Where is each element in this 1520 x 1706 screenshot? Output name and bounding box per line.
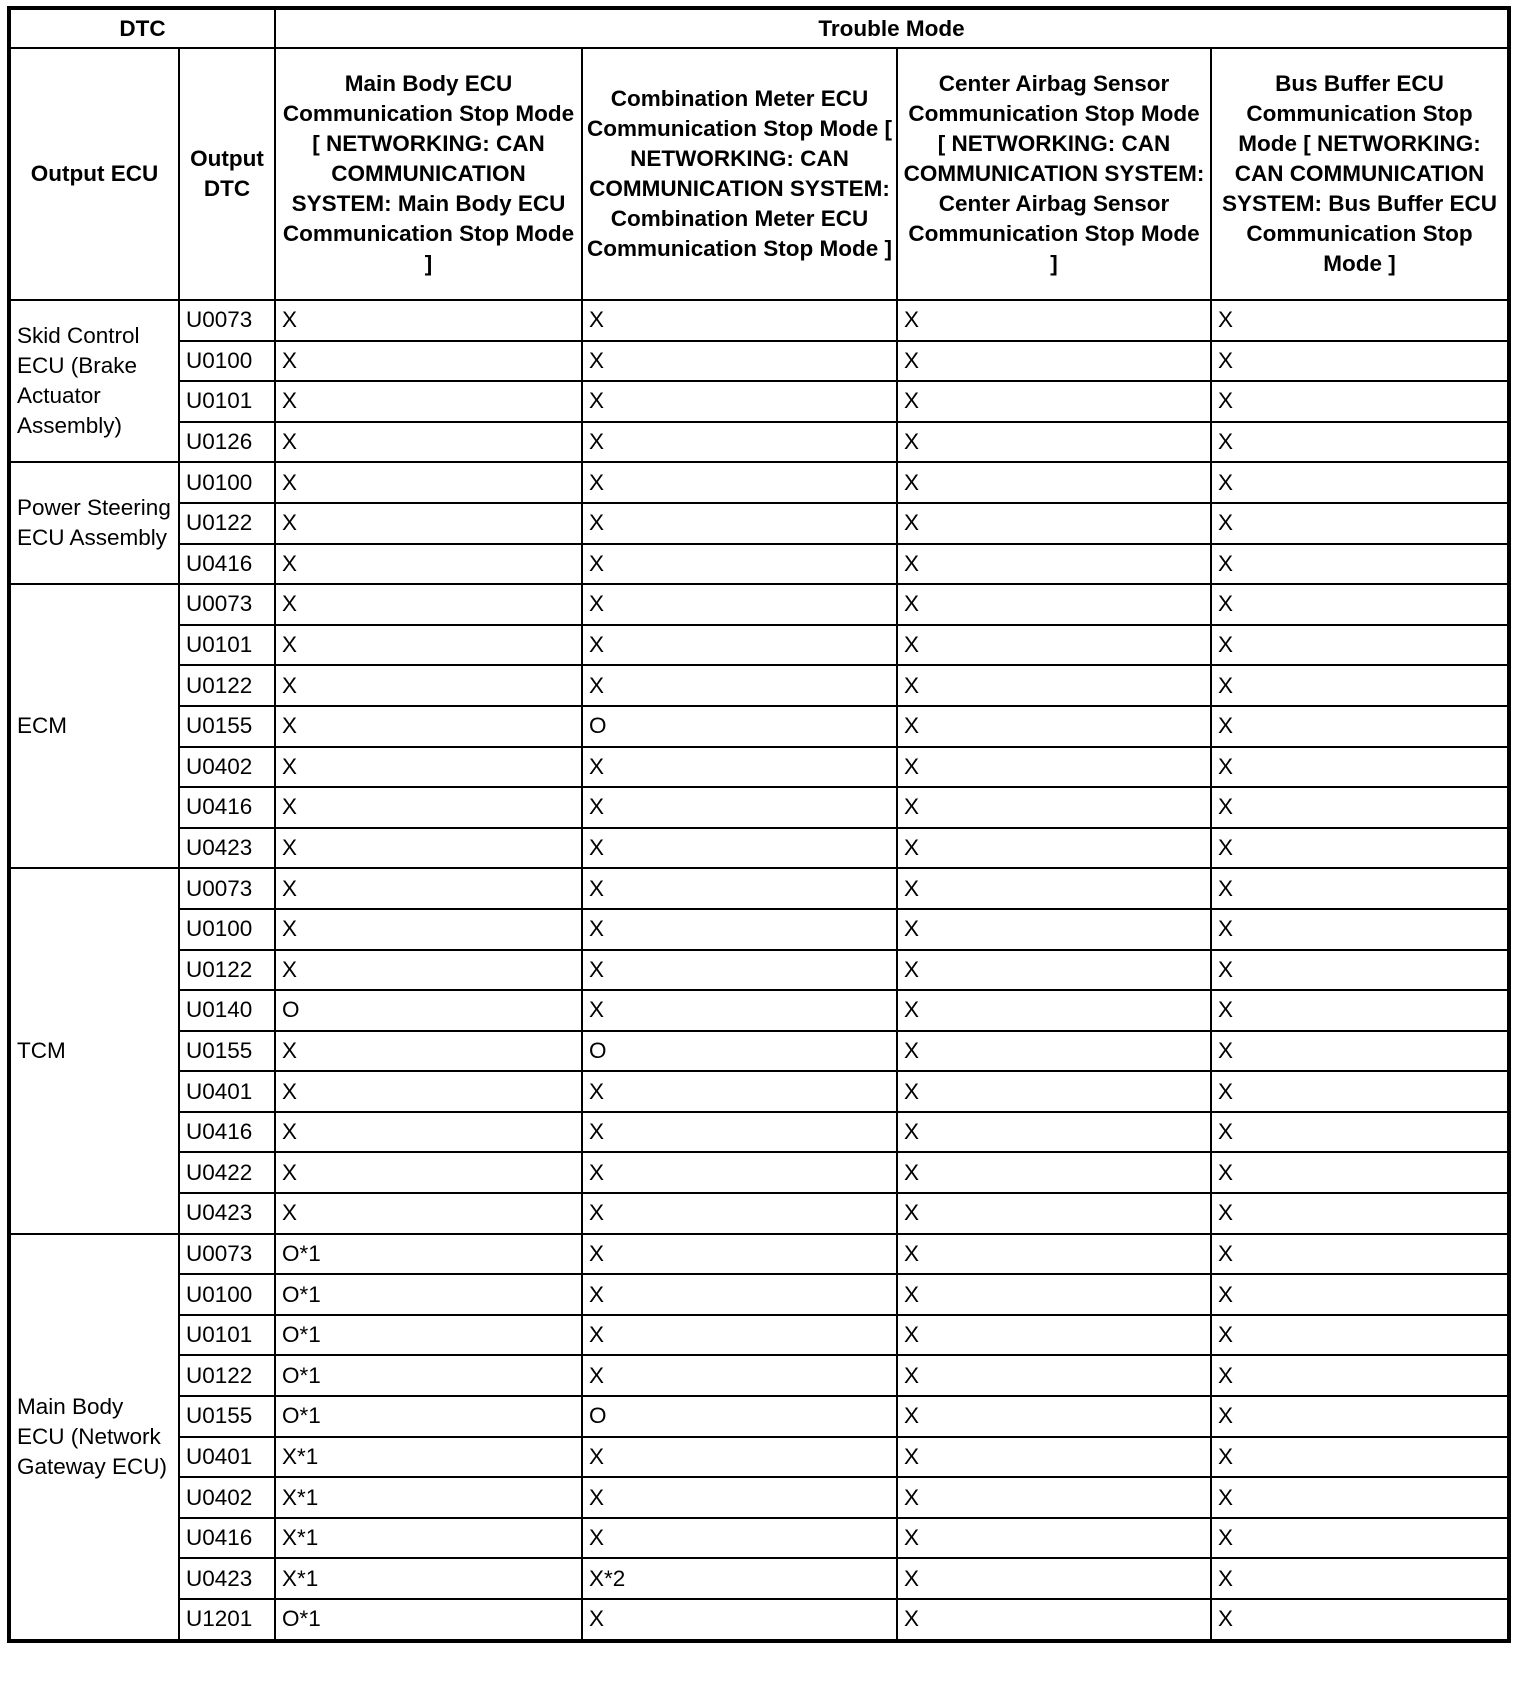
table-row bbox=[9, 544, 1509, 585]
output-dtc-cell: U0422 bbox=[179, 1152, 275, 1193]
mode-result-cell: X bbox=[897, 1518, 1211, 1559]
output-dtc-cell: U0416 bbox=[179, 1518, 275, 1559]
mode-result-cell: X bbox=[582, 584, 897, 625]
mode-result-cell: X bbox=[897, 1437, 1211, 1478]
output-dtc-cell: U0100 bbox=[179, 341, 275, 382]
mode-result-cell: X bbox=[1211, 1274, 1509, 1315]
mode-result-cell: X bbox=[897, 584, 1211, 625]
dtc-trouble-mode-table bbox=[7, 6, 1511, 1643]
table-row bbox=[9, 706, 1509, 747]
output-dtc-cell: U0155 bbox=[179, 1031, 275, 1072]
output-dtc-cell: U0101 bbox=[179, 1315, 275, 1356]
mode-result-cell: X bbox=[1211, 1071, 1509, 1112]
mode-result-cell: O*1 bbox=[275, 1234, 582, 1275]
mode-result-cell: X bbox=[897, 1355, 1211, 1396]
mode-result-cell: X bbox=[582, 341, 897, 382]
mode-result-cell: X bbox=[897, 1477, 1211, 1518]
output-dtc-cell: U0416 bbox=[179, 544, 275, 585]
mode-result-cell: X bbox=[582, 1234, 897, 1275]
mode-result-cell: X bbox=[897, 1274, 1211, 1315]
mode-result-cell: X bbox=[897, 828, 1211, 869]
mode-result-cell: X bbox=[1211, 1152, 1509, 1193]
mode-result-cell: X*1 bbox=[275, 1477, 582, 1518]
mode-result-cell: X bbox=[897, 1396, 1211, 1437]
mode-result-cell: X bbox=[897, 665, 1211, 706]
mode-result-cell: X bbox=[275, 665, 582, 706]
mode-result-cell: X*1 bbox=[275, 1437, 582, 1478]
table-row bbox=[9, 1152, 1509, 1193]
mode-result-cell: X bbox=[275, 1031, 582, 1072]
mode-result-cell: X bbox=[1211, 1558, 1509, 1599]
mode-result-cell: X bbox=[897, 868, 1211, 909]
mode-result-cell: X bbox=[582, 828, 897, 869]
mode-result-cell: X bbox=[1211, 1518, 1509, 1559]
table-row bbox=[9, 341, 1509, 382]
mode-result-cell: O bbox=[582, 1031, 897, 1072]
output-dtc-cell: U1201 bbox=[179, 1599, 275, 1641]
output-dtc-cell: U0416 bbox=[179, 1112, 275, 1153]
mode-result-cell: X bbox=[582, 665, 897, 706]
mode-result-cell: X bbox=[1211, 787, 1509, 828]
table-row bbox=[9, 503, 1509, 544]
table-row bbox=[9, 1031, 1509, 1072]
mode-result-cell: O*1 bbox=[275, 1599, 582, 1641]
output-ecu-cell: Skid Control ECU (Brake Actuator Assembly) bbox=[9, 300, 179, 462]
mode-result-cell: X*1 bbox=[275, 1518, 582, 1559]
mode-result-cell: X bbox=[275, 828, 582, 869]
mode-result-cell: X bbox=[1211, 584, 1509, 625]
output-dtc-cell: U0100 bbox=[179, 909, 275, 950]
table-row bbox=[9, 381, 1509, 422]
mode-result-cell: X bbox=[897, 1193, 1211, 1234]
table-row bbox=[9, 300, 1509, 341]
output-dtc-cell: U0401 bbox=[179, 1437, 275, 1478]
mode-result-cell: O bbox=[275, 990, 582, 1031]
mode-result-cell: X*2 bbox=[582, 1558, 897, 1599]
mode-result-cell: X bbox=[275, 1152, 582, 1193]
table-row bbox=[9, 462, 1509, 503]
table-row bbox=[9, 909, 1509, 950]
table-row bbox=[9, 1193, 1509, 1234]
mode-result-cell: X bbox=[897, 1234, 1211, 1275]
mode-result-cell: X bbox=[582, 909, 897, 950]
mode-result-cell: X bbox=[1211, 665, 1509, 706]
mode-result-cell: X bbox=[582, 868, 897, 909]
mode-result-cell: X bbox=[582, 381, 897, 422]
mode-result-cell: X bbox=[275, 950, 582, 991]
mode-result-cell: X bbox=[582, 300, 897, 341]
mode-result-cell: X bbox=[897, 1031, 1211, 1072]
table-row bbox=[9, 1234, 1509, 1275]
mode-result-cell: X bbox=[275, 625, 582, 666]
mode-result-cell: X bbox=[582, 747, 897, 788]
mode-result-cell: X bbox=[1211, 341, 1509, 382]
mode-result-cell: X bbox=[1211, 1031, 1509, 1072]
table-row bbox=[9, 868, 1509, 909]
mode-result-cell: X bbox=[275, 1112, 582, 1153]
output-dtc-cell: U0073 bbox=[179, 584, 275, 625]
mode-result-cell: X bbox=[582, 1518, 897, 1559]
table-row bbox=[9, 1599, 1509, 1641]
mode-result-cell: X bbox=[1211, 1396, 1509, 1437]
mode-header-main-body: Main Body ECU Communication Stop Mode [ NETWORKING: CAN COMMUNICATION SYSTEM: Main Body ECU Communication Stop Mode ] bbox=[275, 48, 582, 300]
output-dtc-cell: U0100 bbox=[179, 462, 275, 503]
output-dtc-cell: U0401 bbox=[179, 1071, 275, 1112]
mode-result-cell: X bbox=[1211, 747, 1509, 788]
output-dtc-header: Output DTC bbox=[179, 48, 275, 300]
table-row bbox=[9, 950, 1509, 991]
mode-result-cell: X bbox=[897, 990, 1211, 1031]
output-dtc-cell: U0423 bbox=[179, 828, 275, 869]
mode-result-cell: X bbox=[897, 1315, 1211, 1356]
mode-header-center-airbag: Center Airbag Sensor Communication Stop Mode [ NETWORKING: CAN COMMUNICATION SYSTEM: Center Airbag Sensor Communication Stop Mode ] bbox=[897, 48, 1211, 300]
mode-result-cell: X bbox=[582, 950, 897, 991]
table-row bbox=[9, 1558, 1509, 1599]
output-dtc-cell: U0140 bbox=[179, 990, 275, 1031]
mode-result-cell: X bbox=[897, 503, 1211, 544]
output-dtc-cell: U0073 bbox=[179, 300, 275, 341]
mode-result-cell: X*1 bbox=[275, 1558, 582, 1599]
table-row bbox=[9, 1112, 1509, 1153]
mode-result-cell: X bbox=[897, 625, 1211, 666]
mode-result-cell: X bbox=[582, 503, 897, 544]
mode-result-cell: X bbox=[275, 300, 582, 341]
mode-result-cell: X bbox=[1211, 1477, 1509, 1518]
mode-result-cell: X bbox=[897, 544, 1211, 585]
output-dtc-cell: U0126 bbox=[179, 422, 275, 463]
mode-result-cell: X bbox=[582, 544, 897, 585]
table-row bbox=[9, 1518, 1509, 1559]
output-dtc-cell: U0100 bbox=[179, 1274, 275, 1315]
mode-result-cell: X bbox=[582, 1477, 897, 1518]
mode-result-cell: X bbox=[1211, 381, 1509, 422]
mode-result-cell: X bbox=[275, 706, 582, 747]
mode-result-cell: X bbox=[275, 584, 582, 625]
mode-result-cell: X bbox=[275, 868, 582, 909]
table-row bbox=[9, 787, 1509, 828]
mode-result-cell: X bbox=[582, 1437, 897, 1478]
mode-result-cell: O bbox=[582, 1396, 897, 1437]
mode-result-cell: O bbox=[582, 706, 897, 747]
output-ecu-cell: Main Body ECU (Network Gateway ECU) bbox=[9, 1234, 179, 1641]
mode-result-cell: X bbox=[1211, 990, 1509, 1031]
mode-result-cell: X bbox=[275, 381, 582, 422]
table-row bbox=[9, 1355, 1509, 1396]
mode-result-cell: X bbox=[897, 462, 1211, 503]
mode-result-cell: X bbox=[275, 544, 582, 585]
mode-result-cell: X bbox=[897, 1112, 1211, 1153]
mode-header-bus-buffer: Bus Buffer ECU Communication Stop Mode [ NETWORKING: CAN COMMUNICATION SYSTEM: Bus Buffer ECU Communication Stop Mode ] bbox=[1211, 48, 1509, 300]
mode-result-cell: X bbox=[897, 300, 1211, 341]
mode-result-cell: X bbox=[1211, 1193, 1509, 1234]
table-row bbox=[9, 584, 1509, 625]
mode-result-cell: X bbox=[582, 1274, 897, 1315]
mode-result-cell: X bbox=[582, 1315, 897, 1356]
output-dtc-cell: U0122 bbox=[179, 503, 275, 544]
table-row bbox=[9, 747, 1509, 788]
mode-result-cell: X bbox=[1211, 422, 1509, 463]
mode-result-cell: X bbox=[897, 1071, 1211, 1112]
table-row bbox=[9, 422, 1509, 463]
output-dtc-cell: U0423 bbox=[179, 1558, 275, 1599]
output-dtc-cell: U0073 bbox=[179, 868, 275, 909]
mode-result-cell: X bbox=[1211, 909, 1509, 950]
mode-result-cell: O*1 bbox=[275, 1396, 582, 1437]
table-row bbox=[9, 990, 1509, 1031]
output-ecu-cell: ECM bbox=[9, 584, 179, 868]
mode-result-cell: X bbox=[897, 909, 1211, 950]
mode-result-cell: X bbox=[1211, 625, 1509, 666]
table-row bbox=[9, 1477, 1509, 1518]
mode-result-cell: X bbox=[897, 1152, 1211, 1193]
mode-result-cell: X bbox=[582, 787, 897, 828]
trouble-mode-header: Trouble Mode bbox=[275, 8, 1509, 48]
mode-result-cell: X bbox=[1211, 503, 1509, 544]
table-row bbox=[9, 1396, 1509, 1437]
mode-result-cell: X bbox=[897, 787, 1211, 828]
mode-result-cell: X bbox=[897, 706, 1211, 747]
mode-result-cell: X bbox=[897, 1558, 1211, 1599]
mode-result-cell: X bbox=[275, 341, 582, 382]
mode-result-cell: X bbox=[582, 1071, 897, 1112]
mode-result-cell: X bbox=[582, 625, 897, 666]
dtc-header: DTC bbox=[9, 8, 275, 48]
mode-result-cell: X bbox=[1211, 1599, 1509, 1641]
mode-result-cell: X bbox=[1211, 300, 1509, 341]
mode-result-cell: X bbox=[275, 747, 582, 788]
mode-result-cell: X bbox=[275, 422, 582, 463]
table-row bbox=[9, 1274, 1509, 1315]
mode-result-cell: X bbox=[897, 422, 1211, 463]
output-dtc-cell: U0122 bbox=[179, 665, 275, 706]
mode-result-cell: X bbox=[582, 1152, 897, 1193]
mode-result-cell: X bbox=[1211, 1315, 1509, 1356]
mode-result-cell: X bbox=[275, 1193, 582, 1234]
output-dtc-cell: U0122 bbox=[179, 1355, 275, 1396]
mode-result-cell: X bbox=[582, 990, 897, 1031]
output-ecu-header: Output ECU bbox=[9, 48, 179, 300]
mode-result-cell: X bbox=[1211, 1112, 1509, 1153]
mode-result-cell: X bbox=[582, 1112, 897, 1153]
mode-result-cell: O*1 bbox=[275, 1274, 582, 1315]
mode-result-cell: X bbox=[1211, 950, 1509, 991]
mode-result-cell: X bbox=[1211, 544, 1509, 585]
output-dtc-cell: U0416 bbox=[179, 787, 275, 828]
output-dtc-cell: U0402 bbox=[179, 747, 275, 788]
mode-result-cell: X bbox=[582, 422, 897, 463]
mode-result-cell: O*1 bbox=[275, 1315, 582, 1356]
mode-header-combination-meter: Combination Meter ECU Communication Stop Mode [ NETWORKING: CAN COMMUNICATION SYSTEM: Combination Meter ECU Communication Stop Mode ] bbox=[582, 48, 897, 300]
mode-result-cell: X bbox=[582, 462, 897, 503]
mode-result-cell: X bbox=[1211, 1234, 1509, 1275]
mode-result-cell: X bbox=[1211, 868, 1509, 909]
table-row bbox=[9, 1437, 1509, 1478]
mode-result-cell: X bbox=[897, 950, 1211, 991]
table-row bbox=[9, 625, 1509, 666]
table-row bbox=[9, 1315, 1509, 1356]
mode-result-cell: X bbox=[582, 1355, 897, 1396]
output-ecu-cell: Power Steering ECU Assembly bbox=[9, 462, 179, 584]
output-dtc-cell: U0402 bbox=[179, 1477, 275, 1518]
mode-result-cell: X bbox=[275, 787, 582, 828]
mode-result-cell: X bbox=[1211, 828, 1509, 869]
table-row bbox=[9, 1071, 1509, 1112]
output-dtc-cell: U0101 bbox=[179, 381, 275, 422]
mode-result-cell: X bbox=[1211, 1437, 1509, 1478]
output-dtc-cell: U0155 bbox=[179, 706, 275, 747]
table-row bbox=[9, 828, 1509, 869]
output-dtc-cell: U0122 bbox=[179, 950, 275, 991]
mode-result-cell: X bbox=[275, 1071, 582, 1112]
mode-result-cell: X bbox=[582, 1193, 897, 1234]
mode-result-cell: X bbox=[275, 909, 582, 950]
table-row bbox=[9, 665, 1509, 706]
output-dtc-cell: U0101 bbox=[179, 625, 275, 666]
output-dtc-cell: U0423 bbox=[179, 1193, 275, 1234]
mode-result-cell: X bbox=[1211, 706, 1509, 747]
mode-result-cell: X bbox=[275, 462, 582, 503]
mode-result-cell: X bbox=[897, 381, 1211, 422]
mode-result-cell: O*1 bbox=[275, 1355, 582, 1396]
output-ecu-cell: TCM bbox=[9, 868, 179, 1233]
mode-result-cell: X bbox=[275, 503, 582, 544]
mode-result-cell: X bbox=[582, 1599, 897, 1641]
mode-result-cell: X bbox=[897, 341, 1211, 382]
mode-result-cell: X bbox=[1211, 462, 1509, 503]
mode-result-cell: X bbox=[1211, 1355, 1509, 1396]
mode-result-cell: X bbox=[897, 747, 1211, 788]
output-dtc-cell: U0073 bbox=[179, 1234, 275, 1275]
output-dtc-cell: U0155 bbox=[179, 1396, 275, 1437]
mode-result-cell: X bbox=[897, 1599, 1211, 1641]
